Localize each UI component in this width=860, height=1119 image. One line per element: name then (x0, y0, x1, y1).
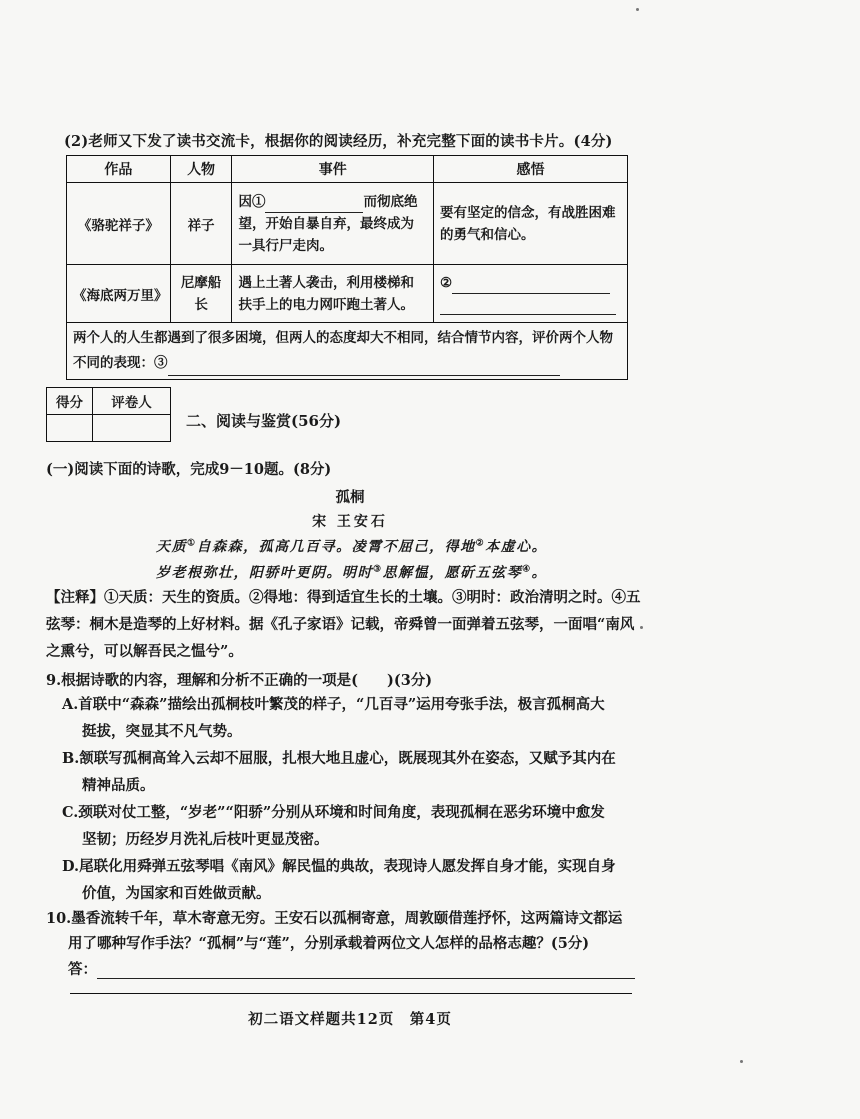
scan-speck (636, 8, 639, 11)
event-xiangzi-rest: 绝望，开始自暴自弃，最终成为一具行尸走肉。 (238, 193, 418, 254)
footer-rule (70, 993, 632, 994)
answer-label: 答： (68, 961, 97, 978)
grader-cell[interactable] (93, 415, 171, 442)
question-9-options (62, 691, 642, 907)
option-d[interactable]: D.尾联化用舜弹五弦琴唱《南风》解民愠的典故，表现诗人愿发挥自身才能，实现自身 价值，为国家和百姓做贡献。 (62, 858, 616, 902)
blank-2-input-b[interactable] (440, 294, 616, 315)
work-twenty-thousand-leagues: 《海底两万里》 (67, 265, 171, 323)
question-9-stem: 9.根据诗歌的内容，理解和分析不正确的一项是( )(3分) (46, 672, 433, 689)
scan-speck (740, 1060, 743, 1063)
evaluation-cell (67, 323, 628, 380)
person-xiangzi: 祥子 (170, 183, 232, 265)
event-nemo: 遇上土著人袭击，利用楼梯和扶手上的电力网吓跑土著人。 (232, 265, 434, 323)
poem-line-1: 天质①自森森，孤高几百寻。凌霄不屈己，得地②本虚心。 (156, 538, 548, 555)
answer-line (68, 958, 654, 979)
blank-3-input[interactable] (168, 359, 560, 376)
poem-line-2: 岁老根弥壮，阳骄叶更阴。明时③思解愠，愿斫五弦琴④。 (156, 564, 548, 581)
person-captain-nemo: 尼摩船长 (170, 265, 232, 323)
event-xiangzi-mid: 而彻底 (363, 193, 404, 210)
event-xiangzi (232, 183, 434, 265)
grader-label: 评卷人 (93, 388, 171, 415)
option-c[interactable]: C.颈联对仗工整，“岁老”“阳骄”分别从环境和时间角度，表现孤桐在恶劣环境中愈发 坚韧；历经岁月洗礼后枝叶更显茂密。 (62, 804, 605, 848)
card-row-twenty-thousand (67, 265, 628, 323)
answer-input[interactable] (97, 962, 635, 979)
option-b[interactable]: B.颔联写孤桐高耸入云却不屈服，扎根大地且虚心，既展现其外在姿态，又赋予其内在 精神品质。 (62, 750, 616, 794)
score-cell[interactable] (47, 415, 93, 442)
card-row-camel (67, 183, 628, 265)
score-label: 得分 (47, 388, 93, 415)
insight-nemo (434, 265, 628, 323)
scan-speck (640, 626, 643, 629)
page-footer: 初二语文样题共12页 第4页 (248, 1011, 452, 1028)
blank-1-input[interactable] (265, 196, 363, 213)
insight-xiangzi: 要有坚定的信念，有战胜困难的勇气和信心。 (434, 183, 628, 265)
header-insight: 感悟 (434, 156, 628, 183)
poem-author: 宋 王安石 (312, 514, 388, 530)
poem-annotation: 【注释】①天质：天生的资质。②得地：得到适宜生长的土壤。③明时：政治清明之时。④五弦琴：桐木是造琴的上好材料。据《孔子家语》记载，帝舜曾一面弹着五弦琴，一面唱“南风之熏兮，可以解吾民之愠兮”。 (46, 589, 641, 660)
option-a[interactable]: A.首联中“森森”描绘出孤桐枝叶繁茂的样子，“几百寻”运用夸张手法，极言孤桐高大 挺拔，突显其不凡气势。 (62, 696, 605, 740)
blank-1-prefix: 因① (238, 193, 266, 210)
header-work: 作品 (67, 156, 171, 183)
blank-2-prefix: ② (440, 275, 453, 291)
score-box (46, 387, 171, 442)
card-row-evaluation (67, 323, 628, 380)
part-1-instruction: (一)阅读下面的诗歌，完成9－10题。(8分) (46, 461, 332, 478)
section-2-title: 二、阅读与鉴赏(56分) (186, 412, 342, 430)
blank-2-input-a[interactable] (452, 277, 610, 294)
header-event: 事件 (232, 156, 434, 183)
question-8-intro: (2)老师又下发了读书交流卡，根据你的阅读经历，补充完整下面的读书卡片。(4分) (64, 133, 613, 150)
evaluation-prompt: 两个人的人生都遇到了很多困境，但两人的态度却大不相同，结合情节内容，评价两个人物不同的表现：③ (73, 330, 613, 371)
header-person: 人物 (170, 156, 232, 183)
work-camel-xiangzi: 《骆驼祥子》 (67, 183, 171, 265)
card-header-row (67, 156, 628, 183)
question-10-stem: 10.墨香流转千年，草木寄意无穷。王安石以孤桐寄意，周敦颐借莲抒怀，这两篇诗文都运 用了哪种写作手法？“孤桐”与“莲”，分别承载着两位文人怎样的品格志趣？(5分) (46, 910, 623, 952)
reading-card-table (66, 155, 628, 380)
poem-title: 孤桐 (335, 489, 365, 506)
